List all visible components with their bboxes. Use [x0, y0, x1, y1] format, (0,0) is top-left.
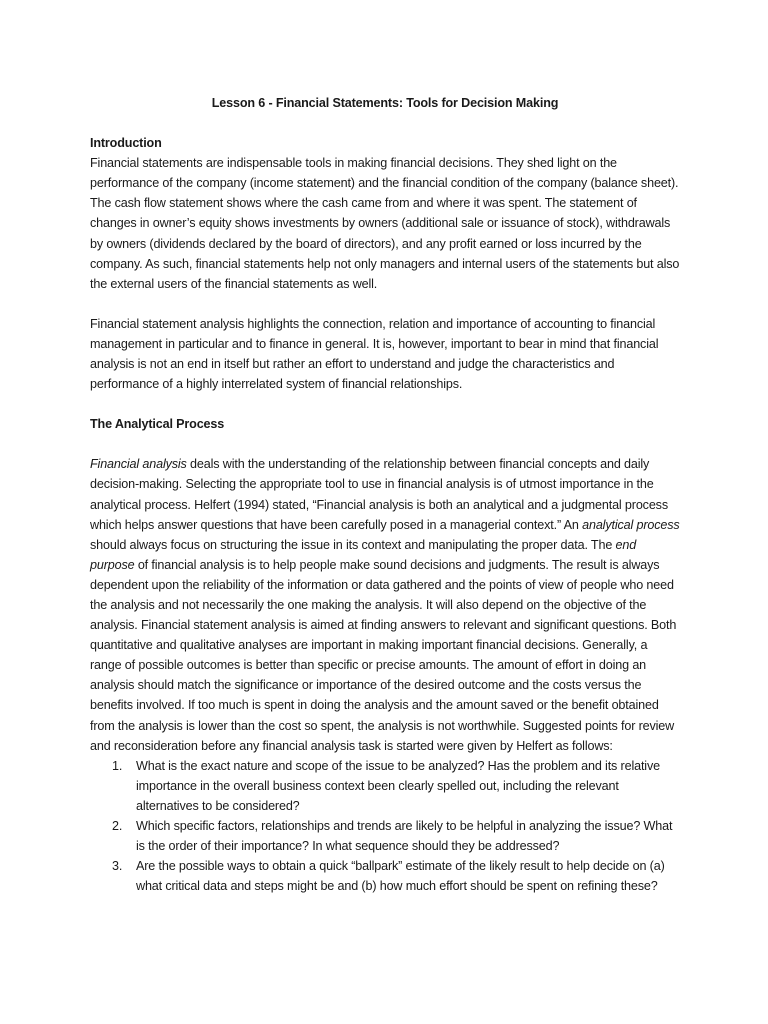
analytical-process-heading: The Analytical Process: [90, 417, 225, 432]
analytical-process-paragraph: [90, 454, 680, 755]
term-financial-analysis: Financial analysis: [90, 457, 187, 472]
list-item: [90, 756, 680, 816]
review-questions-list: [90, 756, 680, 897]
list-item: [90, 816, 680, 856]
paragraph-text-part: deals with the understanding of the relationship between financial concepts and daily decision-making. Selecting the appropriate tool to use in financial analysis is of utmost importance in the analytical process. Helfert (1994) stated, “Financial analysis is both an analytical and a judgmental process which helps answer questions that have been carefully posed in a managerial context.” An: [90, 457, 668, 532]
paragraph-spacer: [90, 394, 680, 414]
list-item-text: What is the exact nature and scope of the issue to be analyzed? Has the problem and its relative importance in the overall business context been clearly spelled out, including the relevant alternatives to be considered?: [136, 758, 660, 813]
introduction-paragraph-1: Financial statements are indispensable tools in making financial decisions. They shed light on the performance of the company (income statement) and the financial condition of the company (balance sheet). The cash flow statement shows where the cash came from and where it was spent. The statement of changes in owner’s equity shows investments by owners (additional sale or issuance of stock), withdrawals by owners (dividends declared by the board of directors), and any profit earned or loss incurred by the company. As such, financial statements help not only managers and internal users of the statements but also the external users of the financial statements as well.: [90, 156, 680, 291]
term-end-purpose: end purpose: [90, 537, 637, 572]
list-item-number: 1.: [112, 758, 123, 773]
introduction-paragraph-2: Financial statement analysis highlights the connection, relation and importance of accounting to financial management in particular and to finance in general. It is, however, important to bear in mind that financial analysis is not an end in itself but rather an effort to understand and judge the characteristics and performance of a highly interrelated system of financial relationships.: [90, 316, 659, 392]
introduction-heading: Introduction: [90, 136, 162, 151]
list-item: [90, 856, 680, 896]
list-item-number: 2.: [112, 819, 123, 833]
paragraph-spacer: [90, 434, 680, 454]
document-title: Lesson 6 - Financial Statements: Tools for Decision Making: [211, 96, 559, 110]
paragraph-text-part: of financial analysis is to help people make sound decisions and judgments. The result is always dependent upon the reliability of the information or data gathered and the points of view of people who need the analysis and not necessarily the one making the analysis. It will also depend on the objective of the analysis. Financial statement analysis is aimed at finding answers to relevant and significant questions. Both quantitative and qualitative analyses are important in making important financial decisions. Generally, a range of possible outcomes is better than specific or precise amounts. The amount of effort in doing an analysis should match the significance or importance of the desired outcome and the costs versus the benefits involved. If too much is spent in doing the analysis and the amount saved or the benefit obtained from the analysis is lower than the cost so spent, the analysis is not worthwhile. Suggested points for review and reconsideration before any financial analysis task is started were given by Helfert as follows:: [90, 557, 677, 753]
paragraph-text-part: should always focus on structuring the issue in its context and manipulating the proper data. The: [90, 537, 616, 552]
paragraph-spacer: [90, 294, 680, 314]
term-analytical-process: analytical process: [582, 517, 680, 532]
list-item-number: 3.: [112, 859, 123, 874]
list-item-text: Which specific factors, relationships and trends are likely to be helpful in analyzing the issue? What is the order of their importance? In what sequence should they be addressed?: [136, 819, 673, 854]
document-page: [90, 93, 680, 896]
list-item-text: Are the possible ways to obtain a quick “ballpark” estimate of the likely result to help decide on (a) what critical data and steps might be and (b) how much effort should be spent on refining these?: [136, 859, 665, 894]
